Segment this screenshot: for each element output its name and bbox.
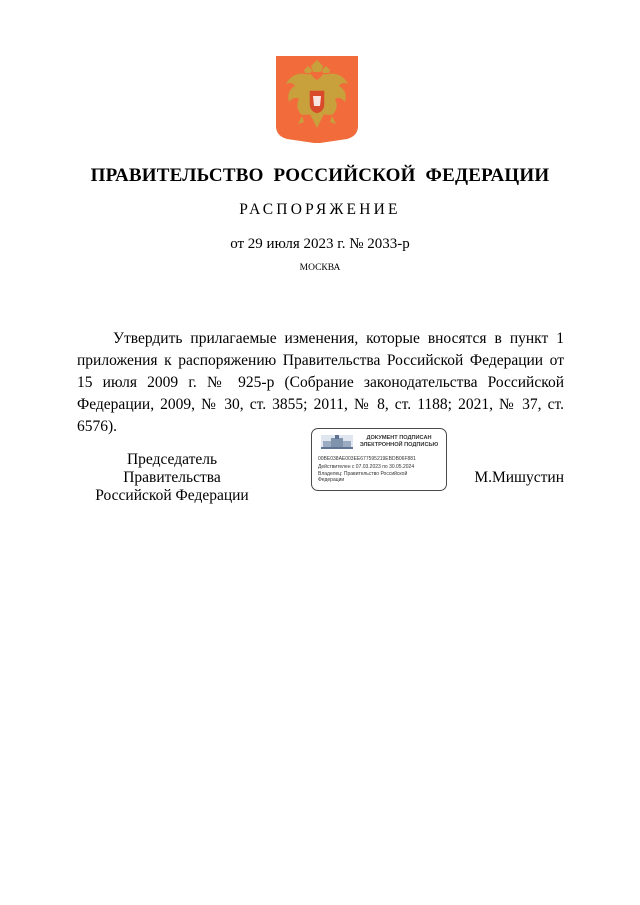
coat-of-arms-icon (276, 56, 358, 143)
stamp-validity: Действителен с 07.03.2023 по 30.05.2024 (318, 464, 415, 470)
stamp-title (352, 435, 446, 449)
organization-title: ПРАВИТЕЛЬСТВО РОССИЙСКОЙ ФЕДЕРАЦИИ (90, 165, 550, 186)
signer-position (77, 451, 267, 505)
order-body-text: Утвердить прилагаемые изменения, которые вносятся в пункт 1 приложения к распоряжению Правительства Российской Федерации от 15 июля 2009 г. № 925-р (Собрание законодательства Российской Федерации, 2009, № 30, ст. 3855; 2011, № 8, ст. 1188; 2021, № 37, ст. 6576). (77, 330, 564, 435)
signer-name: М.Мишустин (474, 469, 564, 486)
document-city: МОСКВА (299, 263, 341, 273)
signer-position-line-2: Российской Федерации (95, 487, 249, 504)
electronic-signature-stamp (311, 428, 447, 491)
stamp-owner-line-2: Федерации (318, 477, 345, 483)
government-building-icon (321, 435, 353, 449)
stamp-title-line-2: ЭЛЕКТРОННОЙ ПОДПИСЬЮ (359, 442, 439, 448)
stamp-title-line-1: ДОКУМЕНТ ПОДПИСАН (366, 435, 432, 441)
order-body (77, 328, 564, 438)
document-type: РАСПОРЯЖЕНИЕ (239, 201, 401, 218)
stamp-certificate: 00BE038AE003EE677595219EBDB06F881 (318, 456, 416, 462)
signer-position-line-1: Председатель Правительства (123, 451, 221, 486)
document-date: от 29 июля 2023 г. № 2033-р (230, 236, 410, 252)
stamp-owner-line-1: Владелец: Правительство Российской (318, 471, 408, 477)
